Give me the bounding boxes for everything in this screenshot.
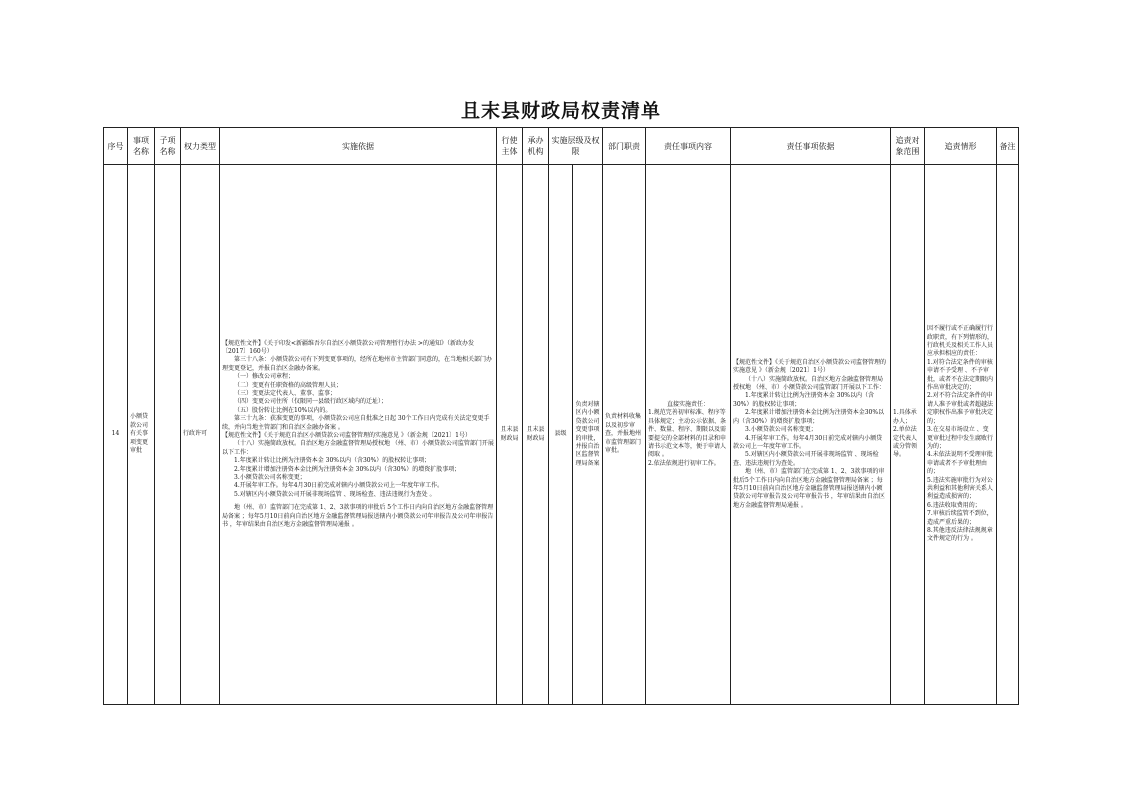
circumstance-line: 1.对符合法定条件的审核申请不予受理 、不予审批，或者不在法定期限内作出审批决定的； xyxy=(927,358,994,392)
resp-basis-line: 4.开展年审工作。每年4月30日前完成对辖内小额贷款公司上一年度年审工作。 xyxy=(733,434,883,450)
circumstance-line: 4.未依法说明不受理审批申请或者不予审批理由的； xyxy=(927,451,993,476)
cell-executor: 且末县财政局 xyxy=(497,165,523,705)
resp-basis-line: 3.小额贷款公司名称变更； xyxy=(745,426,817,434)
basis-line: （一）修改公司章程； xyxy=(234,373,295,381)
resp-basis-line: （十八）实施简政放权。自治区地方金融监督管理局授权地 （州、市）小额贷款公司监管部门开展以下工作： xyxy=(733,375,885,392)
header-item-name: 事项名称 xyxy=(128,128,155,165)
basis-line: （三）变更法定代表人、董事、监事； xyxy=(234,389,337,397)
header-basis: 实施依据 xyxy=(220,128,497,165)
cell-level: 县级 xyxy=(549,165,573,705)
resp-content-line: 直接实施责任： xyxy=(666,400,709,408)
cell-accountable xyxy=(891,165,925,705)
circumstance-line: 7.审核后续监管不到位，造成严重后果的； xyxy=(927,510,993,526)
cell-level-authority: 负责对辖区内小额贷款公司变更事项的审批，并报自治区监督管理局备案 xyxy=(573,165,603,705)
resp-basis-line: 5.对辖区内小额贷款公司开展非现场监管 、现场检查、违法违规行为查处。 xyxy=(733,451,879,467)
header-level: 实施层级及权限 xyxy=(549,128,603,165)
cell-resp-basis xyxy=(731,165,891,705)
cell-remarks xyxy=(997,165,1019,705)
accountable-line: 2.单位法定代表人或分管领导。 xyxy=(893,426,918,459)
circumstance-line: 8.其他违反法律法规规章文件规定的行为 。 xyxy=(927,526,993,543)
cell-power-type: 行政许可 xyxy=(181,165,220,705)
circumstance-line: 3.在交易市场设立 、变更审批过程中发生腐败行为的； xyxy=(927,426,994,450)
cell-dept-duty: 负责材料收集以及初步审查，并报地州市监管理部门审批。 xyxy=(603,165,646,705)
responsibility-table xyxy=(103,127,1019,705)
resp-content-line: 2.依法依规进行初审工作。 xyxy=(648,459,720,467)
circumstance-line: 5.违法实施审批行为对公共利益和其他利害关系人利益造成损害的； xyxy=(927,476,994,501)
cell-sub-item-name xyxy=(155,165,181,705)
circumstance-line: 2.对不符合法定条件的申请人准予审批或者超越法定职权作出准予审批决定的； xyxy=(927,392,994,425)
cell-seq: 14 xyxy=(104,165,128,705)
header-sub-item-name: 子项名称 xyxy=(155,128,181,165)
page-title: 且末县财政局权责清单 xyxy=(460,100,661,122)
resp-basis-line: 1.年度累计转让比例为注册资本金 30%以内（含30%）的股权转让事项； xyxy=(733,392,874,408)
basis-line: （二）变更有任职资格的高级管理人员； xyxy=(234,381,343,389)
table-row xyxy=(104,165,1019,705)
basis-line: 【规范性文件】《关于规范自治区小额贷款公司监督管理的实施意见 》（新金规〔2021〕1号） xyxy=(222,432,471,439)
header-resp-basis: 责任事项依据 xyxy=(731,128,891,165)
resp-content-line: 1.规范完善初审标准、程序等具体规定；主动公示依据、条件、数量、程序、期限以及需要提交的全部材料的目录和申请书示范文本等，便于申请人阅取 。 xyxy=(648,409,727,459)
header-circumstances: 追责情形 xyxy=(925,128,997,165)
table-header-row xyxy=(104,128,1019,165)
cell-item-name: 小额贷款公司有关事项变更审批 xyxy=(128,165,155,705)
basis-line: （四）变更公司住所（仅限同一县级行政区域内的迁址）； xyxy=(234,398,388,406)
header-dept-duty: 部门职责 xyxy=(603,128,646,165)
basis-line: （十八）实施简政放权。自治区地方金融监督管理局授权地 （州、市）小额贷款公司监管部门开展以下工作： xyxy=(222,440,494,456)
header-remarks: 备注 xyxy=(997,128,1019,165)
cell-resp-content xyxy=(646,165,731,705)
basis-line: 5.对辖区内小额贷款公司开展非现场监管 、现场检查、违法违规行为查处 。 xyxy=(234,490,436,498)
header-seq: 序号 xyxy=(104,128,128,165)
basis-line: 第三十八条：小额贷款公司有下列变更事项的，经所在地州市主管部门同意的，在当地相关部门办理变更登记，并报自治区金融办备案。 xyxy=(222,356,493,372)
basis-line: 【规范性文件】《关于印发<新疆维吾尔自治区小额贷款公司管理暂行办法 >的通知》（新政办发〔2017〕160号） xyxy=(222,339,474,355)
circumstance-line: 6.违法收取费用的； xyxy=(927,501,981,509)
header-accountable: 追责对象范围 xyxy=(891,128,925,165)
basis-line: （五）股份转让比例在10%以内的。 xyxy=(234,406,332,414)
basis-line: 1.年度累计转让比例为注册资本金 30%以内（含30%）的股权转让事项； xyxy=(234,457,431,465)
circumstance-line: 因不履行或不正确履行行政职责，有下列情形的，行政机关及相关工作人员应承担相应的责任： xyxy=(927,325,994,358)
header-org: 承办机构 xyxy=(523,128,549,165)
header-executor: 行使主体 xyxy=(497,128,523,165)
basis-line: 3.小额贷款公司名称变更； xyxy=(234,474,306,482)
basis-line: 2.年度累计增加注册资本金比例为注册资本金 30%以内（含30%）的增资扩股事项； xyxy=(234,465,461,473)
cell-basis xyxy=(220,165,497,705)
accountable-line: 1.具体承办人； xyxy=(893,409,917,425)
resp-basis-line: 【规范性文件】《关于规范自治区小额贷款公司监督管理的实施意见 》（新金规〔2021〕1号） xyxy=(733,358,887,375)
basis-line: 第三十九条：获准变更的事项，小额贷款公司应自批准之日起 30个工作日内完成有关法定变更手续，并向当地主管部门和自治区金融办备案 。 xyxy=(222,415,490,431)
header-resp-content: 责任事项内容 xyxy=(646,128,731,165)
cell-circumstances xyxy=(925,165,997,705)
resp-basis-line: 2.年度累计增加注册资本金比例为注册资本金30%以内（含30%）的增资扩股事项； xyxy=(733,409,885,425)
resp-basis-line: 地（州、市）监管部门在完成第 1、2、3款事项的审批后5个工作日内向自治区地方金融监督管理局备案 ；每年5月10日前向自治区地方金融监督管理局报送辖内小额贷款公司年审报告及公司年审报告书 ，年审结果由自治区地方金融监督管理局通报 。 xyxy=(733,468,885,509)
cell-org: 且末县财政局 xyxy=(523,165,549,705)
basis-line: 地（州、市）监管部门在完成第 1、2、3款事项的审批后 5个工作日内向自治区地方金融监督管理局备案 ；每年5月10日前向自治区地方金融监督管理局报送辖内小额贷款公司年审报告及公司年审报告书 ，年审结果由自治区地方金融监督管理局通报 。 xyxy=(222,504,494,529)
header-power-type: 权力类型 xyxy=(181,128,220,165)
basis-line: 4.开展年审工作。每年4月30日前完成对辖内小额贷款公司上一年度年审工作。 xyxy=(234,482,444,490)
